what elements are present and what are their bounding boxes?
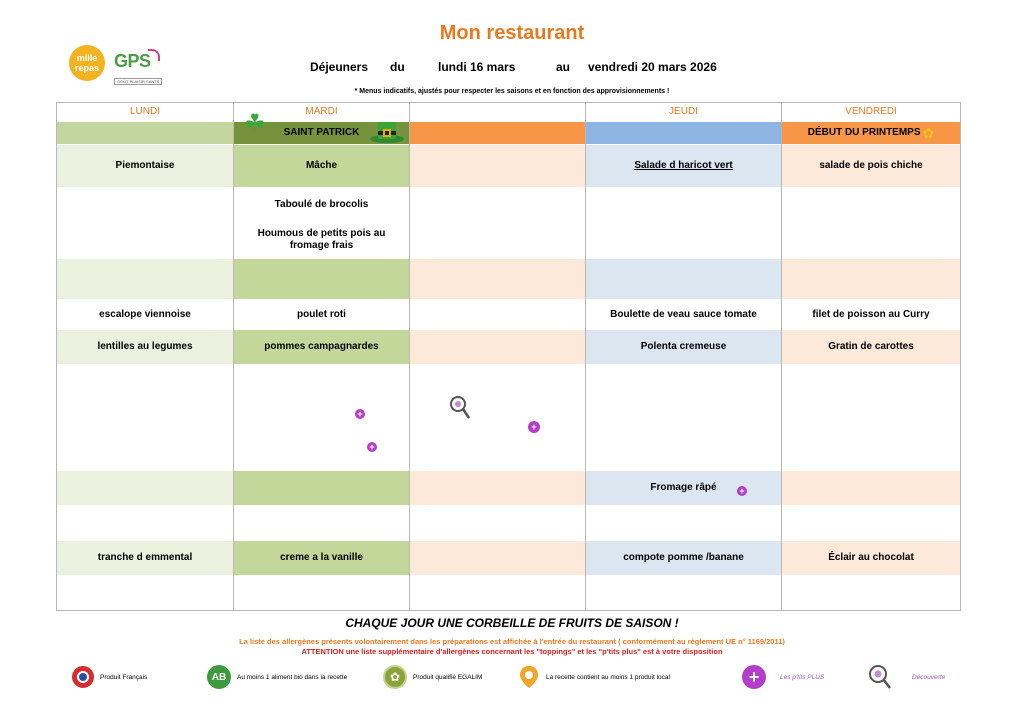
day-header-jeudi: JEUDI [669, 106, 698, 117]
legend-label: Produit Français [100, 673, 148, 681]
theme-jeudi [586, 122, 781, 144]
ptits-plus-icon: + [737, 486, 747, 496]
lundi-plat: escalope viennoise [99, 309, 191, 320]
mercredi-entree [410, 145, 585, 187]
mercredi-dessert [410, 541, 585, 575]
page-title: Mon restaurant [439, 22, 585, 44]
theme-vendredi [782, 122, 960, 144]
legend-discovery [868, 664, 945, 690]
egalim-icon: ✿ [383, 665, 407, 689]
organic-ab-icon: AB [207, 665, 231, 689]
mardi-empty-row [234, 259, 409, 299]
jeudi-dessert: compote pomme /banane [586, 541, 781, 575]
mardi-accompagnement: pommes campagnardes [234, 330, 409, 364]
mardi-laitage [234, 471, 409, 505]
day-header-lundi: LUNDI [129, 106, 160, 117]
gps-logo [114, 51, 164, 84]
day-header-mardi: MARDI [305, 106, 338, 117]
vendredi-entree: salade de pois chiche [782, 145, 960, 187]
discovery-icon [868, 664, 892, 690]
vendredi-plat: filet de poisson au Curry [812, 309, 930, 320]
jeudi-empty-row [586, 259, 781, 299]
dejeuners-label: Déjeuners [310, 60, 369, 74]
mardi-entree: Mâche [234, 145, 409, 187]
legend-label: Produit qualifié EGALIM [413, 673, 483, 681]
legend-french-product [72, 664, 147, 690]
mardi-entree-2: Taboulé de brocolis [274, 199, 369, 210]
lundi-dessert: tranche d emmental [57, 541, 233, 575]
fruits-message: CHAQUE JOUR UNE CORBEILLE DE FRUITS DE SAISON ! [345, 616, 679, 630]
leprechaun-hat-icon [369, 116, 405, 144]
lundi-accompagnement: lentilles au legumes [57, 330, 233, 364]
legend-organic [207, 664, 347, 690]
lundi-empty-row [57, 259, 233, 299]
logo-mille-text: mille [76, 53, 98, 63]
jeudi-plat: Boulette de veau sauce tomate [610, 309, 757, 320]
vendredi-dessert: Éclair au chocolat [782, 541, 960, 575]
mardi-dessert: creme a la vanille [234, 541, 409, 575]
jeudi-laitage: Fromage râpé [586, 471, 781, 505]
allergens-note: La liste des allergènes présents volontairement dans les préparations est affichée à l'entrée du restaurant ( conformément au règlement UE n° 1169/2011) [239, 637, 785, 646]
legend-label: Au moins 1 aliment bio dans la recette [237, 673, 348, 681]
ptits-plus-icon: + [742, 665, 766, 689]
mardi-plat: poulet roti [297, 309, 346, 320]
legend-label: La recette contient au moins 1 produit local [546, 673, 670, 681]
gps-arc-icon [148, 49, 160, 61]
sunflower-icon: ✿ [922, 125, 935, 141]
menu-grid [56, 102, 961, 611]
menu-note: * Menus indicatifs, ajustés pour respecter les saisons et en fonction des approvisionnements ! [354, 88, 670, 95]
legend-label: Découverte [912, 673, 946, 681]
vendredi-laitage [782, 471, 960, 505]
du-label: du [390, 60, 405, 74]
legend-ptits-plus [742, 664, 824, 690]
jeudi-accompagnement: Polenta cremeuse [586, 330, 781, 364]
gps-logo-text: GPS [114, 51, 151, 71]
mercredi-accompagnement [410, 330, 585, 364]
gps-logo-subtext: GOÛT PLAISIR SANTÉ [114, 78, 162, 85]
logo-repas-text: repas [74, 63, 100, 73]
lundi-laitage [57, 471, 233, 505]
local-product-icon [518, 665, 540, 689]
mardi-entree-3: Houmous de petits pois au fromage frais [257, 228, 386, 251]
mille-repas-logo [69, 45, 105, 81]
mercredi-empty-row [410, 259, 585, 299]
ptits-plus-icon: + [367, 442, 377, 452]
vendredi-empty-row [782, 259, 960, 299]
allergens-warning: ATTENTION une liste supplémentaire d'allergènes concernant les "toppings" et les "p'tits plus" est à votre disposition [301, 647, 723, 656]
lundi-entree: Piemontaise [57, 145, 233, 187]
theme-lundi [57, 122, 233, 144]
theme-mardi-label: SAINT PATRICK [283, 127, 360, 138]
ptits-plus-icon: + [355, 409, 365, 419]
jeudi-entree: Salade d haricot vert [586, 145, 781, 187]
date-end: vendredi 20 mars 2026 [588, 60, 717, 74]
vendredi-accompagnement: Gratin de carottes [782, 330, 960, 364]
day-header-mercredi [410, 103, 585, 121]
legend-egalim [383, 664, 482, 690]
theme-vendredi-label: DÉBUT DU PRINTEMPS [807, 127, 921, 138]
ptits-plus-icon: + [528, 421, 540, 433]
au-label: au [556, 60, 571, 74]
mercredi-laitage [410, 471, 585, 505]
day-header-vendredi: VENDREDI [845, 106, 897, 117]
discovery-icon [449, 395, 471, 421]
date-start: lundi 16 mars [438, 60, 516, 74]
legend-label: Les p'tits PLUS [780, 673, 825, 681]
clover-icon: ☘ [244, 110, 266, 137]
legend-local [518, 664, 670, 690]
french-product-icon [72, 666, 94, 688]
theme-mercredi [410, 122, 585, 144]
